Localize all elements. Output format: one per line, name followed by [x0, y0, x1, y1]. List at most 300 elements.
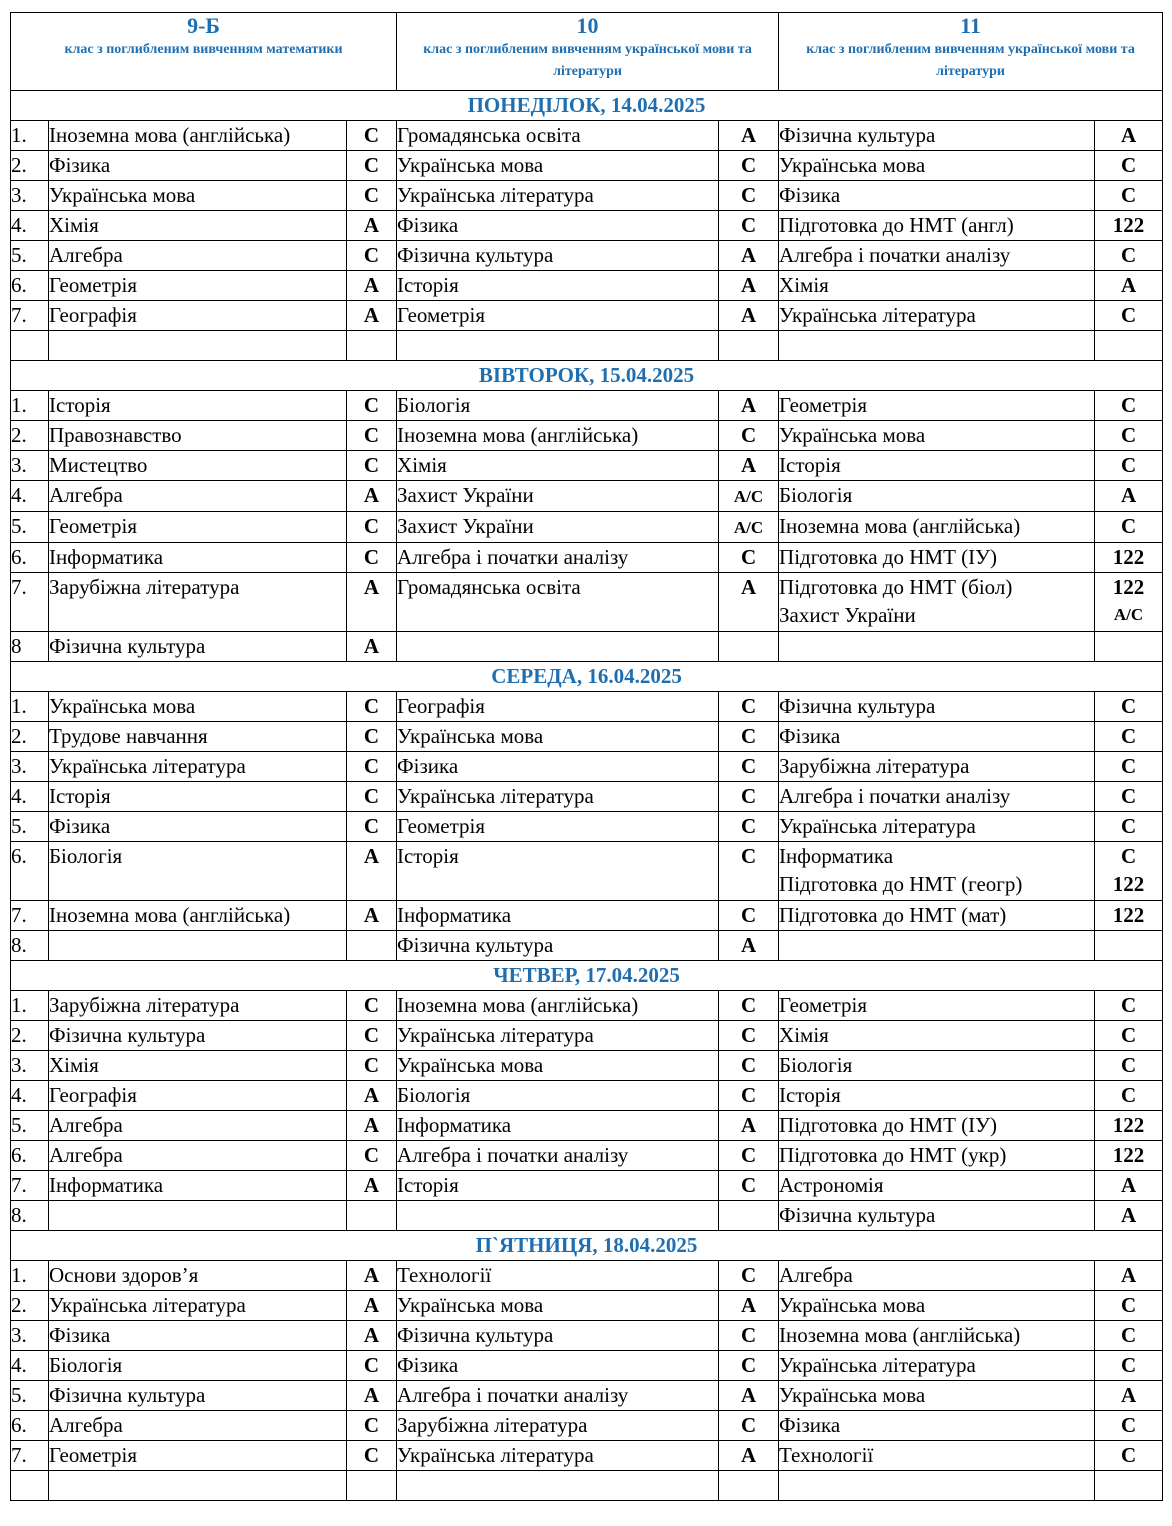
day-title: ПОНЕДІЛОК, 14.04.2025 [11, 91, 1163, 121]
lesson-number-text: 2. [11, 1293, 27, 1317]
room-10 [719, 1381, 779, 1411]
subject-10-text: Геометрія [397, 814, 486, 838]
subject-10 [397, 1111, 719, 1141]
room-9b [347, 121, 397, 151]
subject-11 [779, 722, 1095, 752]
lesson-number [11, 991, 49, 1021]
subject-10 [397, 1291, 719, 1321]
room-10-text: С [740, 153, 757, 177]
lesson-number [11, 543, 49, 573]
room-11-text: С [1120, 1413, 1137, 1437]
room-10-text: А [740, 123, 757, 147]
room-11 [1095, 1021, 1163, 1051]
room-10-text: С [740, 1023, 757, 1047]
room-10-text: А [740, 303, 757, 327]
lesson-row [11, 421, 1163, 451]
subject-10-text: Фізична культура [397, 1323, 554, 1347]
subject-11-text: Підготовка до НМТ (ІУ) [779, 1113, 997, 1137]
lesson-number-text: 5. [11, 1383, 27, 1407]
subject-10-text: Іноземна мова (англійська) [397, 423, 639, 447]
room-9b-text: А [363, 634, 380, 658]
room-10 [719, 931, 779, 961]
room-10-text: С [740, 183, 757, 207]
room-11 [1095, 722, 1163, 752]
lesson-row [11, 301, 1163, 331]
subject-11-text: Алгебра і початки аналізу [779, 243, 1011, 267]
class-description: клас з поглибленим вивченням української мови та літератури [806, 42, 1135, 79]
subject-9b [49, 1111, 347, 1141]
room-9b-text: С [363, 754, 380, 778]
class-number: 10 [576, 13, 599, 38]
room-11 [1095, 451, 1163, 481]
room-9b [347, 573, 397, 632]
room-11-text: С [1120, 724, 1137, 748]
subject-11-text: Астрономія [779, 1173, 884, 1197]
subject-10-text: Громадянська освіта [397, 575, 581, 599]
subject-10 [397, 1261, 719, 1291]
room-9b-text: С [363, 453, 380, 477]
room-10 [719, 421, 779, 451]
room-10-text: А [740, 1383, 757, 1407]
room-11 [1095, 1081, 1163, 1111]
subject-9b [49, 121, 347, 151]
subject-9b [49, 1141, 347, 1171]
room-9b-text: А [363, 1083, 380, 1107]
lesson-row [11, 181, 1163, 211]
lesson-row [11, 451, 1163, 481]
room-9b-text: С [363, 1353, 380, 1377]
lesson-number-text: 5. [11, 514, 27, 538]
room-9b-text: А [363, 903, 380, 927]
subject-9b [49, 722, 347, 752]
subject-11-text: Алгебра [779, 1263, 853, 1287]
subject-10 [397, 1351, 719, 1381]
subject-10 [397, 1321, 719, 1351]
day-header-row [11, 1231, 1163, 1261]
lesson-number-text: 5. [11, 1113, 27, 1137]
lesson-number [11, 1201, 49, 1231]
subject-11 [779, 481, 1095, 512]
room-9b-text: С [363, 724, 380, 748]
subject-11-text: Біологія [779, 483, 853, 507]
room-10-text: С [740, 1413, 757, 1437]
subject-10 [397, 1441, 719, 1471]
subject-10-text: Іноземна мова (англійська) [397, 993, 639, 1017]
subject-11-text: Українська мова [779, 1383, 926, 1407]
room-11-text: С [1120, 754, 1137, 778]
room-10-text: С [740, 1173, 757, 1197]
subject-10-text: Інформатика [397, 903, 512, 927]
subject-9b-text: Хімія [49, 1053, 99, 1077]
class-header-row [11, 13, 1163, 91]
room-11-text: А [1120, 1383, 1137, 1407]
subject-9b-text: Алгебра [49, 243, 123, 267]
subject-11-text: Інформатика [779, 844, 894, 868]
subject-11 [779, 752, 1095, 782]
room-9b-text: А [363, 1173, 380, 1197]
room-11 [1095, 1381, 1163, 1411]
room-11-text: С [1120, 153, 1137, 177]
room-9b [347, 722, 397, 752]
lesson-row [11, 331, 1163, 361]
class-header-10 [397, 13, 779, 91]
subject-9b [49, 1471, 347, 1501]
room-9b [347, 1471, 397, 1501]
room-10-text: С [740, 903, 757, 927]
room-9b [347, 842, 397, 901]
subject-11 [779, 391, 1095, 421]
subject-11 [779, 991, 1095, 1021]
lesson-number [11, 692, 49, 722]
subject-9b [49, 991, 347, 1021]
subject-10-text: Біологія [397, 393, 471, 417]
lesson-row [11, 782, 1163, 812]
room-10 [719, 543, 779, 573]
subject-11 [779, 1381, 1095, 1411]
room-9b [347, 421, 397, 451]
lesson-number [11, 331, 49, 361]
room-10 [719, 121, 779, 151]
room-10-text: А [740, 393, 757, 417]
room-9b-text: С [363, 243, 380, 267]
room-11 [1095, 931, 1163, 961]
room-11 [1095, 271, 1163, 301]
room-11 [1095, 991, 1163, 1021]
subject-11 [779, 181, 1095, 211]
subject-10 [397, 331, 719, 361]
lesson-number [11, 1141, 49, 1171]
room-11 [1095, 1171, 1163, 1201]
room-10 [719, 752, 779, 782]
subject-11-text: Історія [779, 453, 841, 477]
room-9b-text: А [363, 1323, 380, 1347]
subject-9b-text: Геометрія [49, 1443, 137, 1467]
room-11 [1095, 901, 1163, 931]
subject-10-text: Українська література [397, 1443, 594, 1467]
lesson-row [11, 991, 1163, 1021]
subject-10-text: Історія [397, 1173, 459, 1197]
day-title: ВІВТОРОК, 15.04.2025 [11, 361, 1163, 391]
room-11-text: А [1120, 1173, 1137, 1197]
room-10 [719, 241, 779, 271]
subject-9b [49, 842, 347, 901]
subject-10-text: Історія [397, 273, 459, 297]
subject-9b-text: Фізична культура [49, 634, 206, 658]
lesson-number [11, 481, 49, 512]
room-10-text: А [740, 1443, 757, 1467]
subject-11 [779, 211, 1095, 241]
lesson-row [11, 481, 1163, 512]
subject-9b [49, 573, 347, 632]
room-11-text: А [1120, 1263, 1137, 1287]
room-10-text: С [740, 784, 757, 808]
lesson-number [11, 573, 49, 632]
room-9b-text: А [363, 1263, 380, 1287]
subject-11 [779, 1351, 1095, 1381]
room-9b-text: С [363, 1143, 380, 1167]
subject-9b [49, 812, 347, 842]
lesson-number [11, 512, 49, 543]
subject-9b-text: Українська література [49, 1293, 246, 1317]
subject-11 [779, 331, 1095, 361]
room-9b [347, 451, 397, 481]
subject-9b-text: Геометрія [49, 273, 137, 297]
lesson-number [11, 782, 49, 812]
room-9b [347, 512, 397, 543]
lesson-number-text: 1. [11, 694, 27, 718]
room-10 [719, 1471, 779, 1501]
room-11-text: А [1120, 273, 1137, 297]
subject-9b-text: Алгебра [49, 1143, 123, 1167]
lesson-row [11, 842, 1163, 901]
room-11-text: 122 [1112, 545, 1145, 569]
room-11-text: А [1120, 483, 1137, 507]
subject-11-text: Іноземна мова (англійська) [779, 514, 1021, 538]
subject-11-text: Українська література [779, 814, 976, 838]
subject-10 [397, 632, 719, 662]
subject-9b-text: Геометрія [49, 514, 137, 538]
subject-11 [779, 812, 1095, 842]
subject-11 [779, 241, 1095, 271]
lesson-row [11, 722, 1163, 752]
subject-11 [779, 121, 1095, 151]
lesson-number-text: 1. [11, 993, 27, 1017]
subject-11-text: Хімія [779, 1023, 829, 1047]
subject-9b [49, 1201, 347, 1231]
subject-11-text: Фізика [779, 724, 841, 748]
room-9b [347, 1291, 397, 1321]
lesson-number [11, 1081, 49, 1111]
subject-9b [49, 271, 347, 301]
lesson-row [11, 1291, 1163, 1321]
subject-10-text: Фізика [397, 213, 459, 237]
lesson-number [11, 211, 49, 241]
subject-10-text: Алгебра і початки аналізу [397, 545, 629, 569]
room-10-text: С [740, 213, 757, 237]
lesson-row [11, 1381, 1163, 1411]
lesson-row [11, 151, 1163, 181]
room-11-text: С [1120, 183, 1137, 207]
subject-10-text: Українська література [397, 1023, 594, 1047]
lesson-number [11, 1381, 49, 1411]
room-9b-text: С [363, 814, 380, 838]
subject-9b [49, 1381, 347, 1411]
subject-11 [779, 151, 1095, 181]
room-10 [719, 1051, 779, 1081]
subject-11-second-text: Підготовка до НМТ (геогр) [779, 872, 1023, 896]
subject-10-text: Хімія [397, 453, 447, 477]
room-9b [347, 1261, 397, 1291]
lesson-row [11, 1051, 1163, 1081]
subject-10 [397, 722, 719, 752]
room-9b-text: С [363, 1413, 380, 1437]
room-9b-text: С [363, 1023, 380, 1047]
lesson-number [11, 1351, 49, 1381]
lesson-number-text: 8. [11, 1203, 27, 1227]
room-9b-text: С [363, 1443, 380, 1467]
subject-9b-text: Історія [49, 784, 111, 808]
room-11-text: С [1120, 423, 1137, 447]
room-9b-text: А [363, 483, 380, 507]
room-11 [1095, 151, 1163, 181]
subject-10-text: Українська мова [397, 1053, 544, 1077]
subject-9b-text: Фізична культура [49, 1023, 206, 1047]
lesson-number [11, 151, 49, 181]
subject-10 [397, 451, 719, 481]
subject-11 [779, 1471, 1095, 1501]
room-10-text: С [740, 545, 757, 569]
subject-10 [397, 991, 719, 1021]
room-9b [347, 271, 397, 301]
subject-10-text: Геометрія [397, 303, 486, 327]
subject-11-text: Підготовка до НМТ (ІУ) [779, 545, 997, 569]
subject-9b-text: Хімія [49, 213, 99, 237]
room-9b [347, 1321, 397, 1351]
room-10 [719, 1261, 779, 1291]
room-11-text: А [1120, 123, 1137, 147]
room-10 [719, 573, 779, 632]
lesson-number-text: 1. [11, 393, 27, 417]
subject-10-text: Інформатика [397, 1113, 512, 1137]
room-11-text: С [1120, 393, 1137, 417]
subject-9b [49, 752, 347, 782]
lesson-number-text: 1. [11, 123, 27, 147]
room-9b [347, 1081, 397, 1111]
subject-9b-text: Іноземна мова (англійська) [49, 903, 291, 927]
subject-10 [397, 1081, 719, 1111]
room-9b [347, 931, 397, 961]
lesson-row [11, 1081, 1163, 1111]
subject-11 [779, 271, 1095, 301]
subject-10 [397, 1201, 719, 1231]
subject-11-text: Підготовка до НМТ (біол) [779, 575, 1013, 599]
subject-11-text: Українська мова [779, 1293, 926, 1317]
room-11 [1095, 1141, 1163, 1171]
room-9b-text: А [363, 1383, 380, 1407]
subject-9b-text: Географія [49, 303, 137, 327]
subject-9b [49, 331, 347, 361]
room-9b [347, 1411, 397, 1441]
lesson-number-text: 3. [11, 754, 27, 778]
subject-9b-text: Фізика [49, 1323, 111, 1347]
lesson-number [11, 812, 49, 842]
subject-11-text: Українська література [779, 303, 976, 327]
subject-9b [49, 211, 347, 241]
lesson-row [11, 901, 1163, 931]
room-11-text: С [1120, 243, 1137, 267]
lesson-number [11, 1021, 49, 1051]
subject-10 [397, 211, 719, 241]
subject-11 [779, 301, 1095, 331]
room-10-text: С [740, 754, 757, 778]
subject-10 [397, 812, 719, 842]
subject-11 [779, 1171, 1095, 1201]
room-11 [1095, 391, 1163, 421]
room-10-text: А [740, 575, 757, 599]
subject-10 [397, 931, 719, 961]
lesson-number [11, 752, 49, 782]
subject-9b-text: Правознавство [49, 423, 182, 447]
room-9b-text: С [363, 784, 380, 808]
room-10-text: С [740, 423, 757, 447]
lesson-row [11, 543, 1163, 573]
subject-9b-text: Іноземна мова (англійська) [49, 123, 291, 147]
subject-11-text: Іноземна мова (англійська) [779, 1323, 1021, 1347]
subject-9b [49, 782, 347, 812]
room-11 [1095, 1471, 1163, 1501]
subject-11 [779, 1321, 1095, 1351]
subject-11-second-text: Захист України [779, 603, 916, 627]
subject-9b-text: Українська мова [49, 183, 196, 207]
room-9b [347, 331, 397, 361]
subject-11 [779, 901, 1095, 931]
day-title: П`ЯТНИЦЯ, 18.04.2025 [11, 1231, 1163, 1261]
subject-11-text: Підготовка до НМТ (укр) [779, 1143, 1007, 1167]
room-11 [1095, 812, 1163, 842]
room-10-text: А [740, 1113, 757, 1137]
room-11-text: С [1120, 1323, 1137, 1347]
lesson-number [11, 842, 49, 901]
lesson-number [11, 1411, 49, 1441]
lesson-number [11, 1051, 49, 1081]
subject-9b-text: Фізична культура [49, 1383, 206, 1407]
lesson-row [11, 632, 1163, 662]
subject-11 [779, 1081, 1095, 1111]
room-9b [347, 1051, 397, 1081]
room-9b-text: С [363, 123, 380, 147]
subject-9b-text: Українська мова [49, 694, 196, 718]
room-11 [1095, 211, 1163, 241]
room-11-text: С [1120, 1443, 1137, 1467]
subject-10 [397, 1051, 719, 1081]
subject-10 [397, 543, 719, 573]
room-11 [1095, 632, 1163, 662]
room-10 [719, 271, 779, 301]
subject-10 [397, 1171, 719, 1201]
schedule-page [10, 12, 1162, 1501]
subject-9b [49, 451, 347, 481]
subject-10 [397, 391, 719, 421]
lesson-number-text: 7. [11, 1173, 27, 1197]
lesson-number-text: 3. [11, 183, 27, 207]
lesson-number-text: 8 [11, 634, 22, 658]
subject-9b-text: Основи здоров’я [49, 1263, 199, 1287]
lesson-number-text: 7. [11, 1443, 27, 1467]
schedule-body [11, 13, 1163, 1501]
class-header-9b [11, 13, 397, 91]
room-10 [719, 1171, 779, 1201]
subject-11 [779, 421, 1095, 451]
room-11-text: С [1120, 814, 1137, 838]
lesson-number [11, 1291, 49, 1321]
lesson-number [11, 451, 49, 481]
lesson-row [11, 1171, 1163, 1201]
subject-10 [397, 121, 719, 151]
lesson-row [11, 391, 1163, 421]
subject-9b [49, 512, 347, 543]
room-10 [719, 1441, 779, 1471]
subject-9b [49, 1411, 347, 1441]
room-11-text: А [1120, 1203, 1137, 1227]
lesson-number-text: 4. [11, 213, 27, 237]
room-11 [1095, 1351, 1163, 1381]
room-9b-text: А [363, 303, 380, 327]
room-9b [347, 1441, 397, 1471]
subject-9b-text: Фізика [49, 153, 111, 177]
room-10 [719, 181, 779, 211]
room-9b-text: С [363, 423, 380, 447]
room-11-text: 122 [1112, 213, 1145, 237]
